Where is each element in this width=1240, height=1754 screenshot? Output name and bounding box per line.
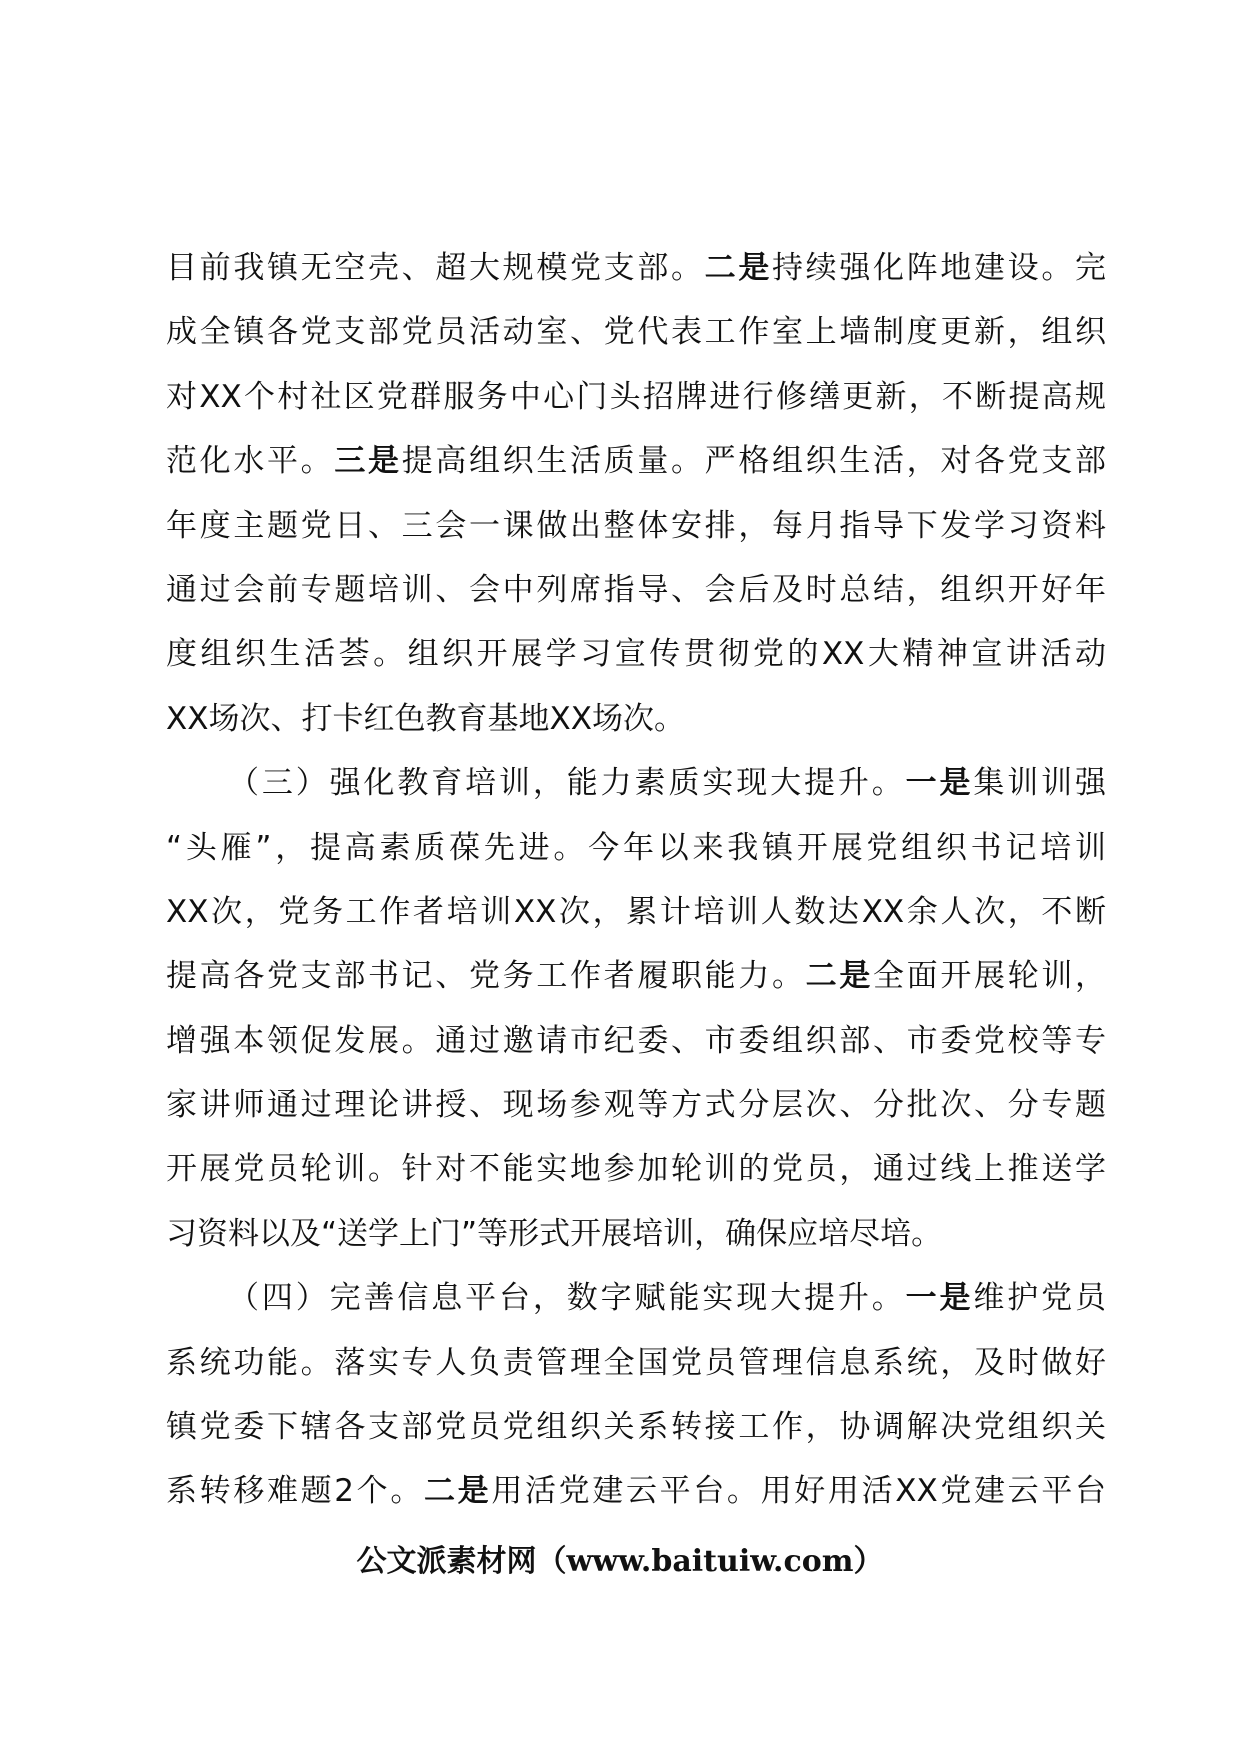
keyword-marker: 二是 xyxy=(424,1473,492,1510)
text-line xyxy=(166,365,1106,429)
text-segment: 持续强化阵地建设。完 xyxy=(772,250,1107,286)
text-segment: 镇党委下辖各支部党员党组织关系转接工作，协调解决党组织关 xyxy=(166,1409,1106,1446)
text-segment: 通过会前专题培训、会中列席指导、会后及时总结，组织开好年 xyxy=(166,571,1106,608)
keyword-marker: 一是 xyxy=(905,765,974,802)
text-segment: 成全镇各党支部党员活动室、党代表工作室上墙制度更新，组织 xyxy=(166,314,1106,351)
text-line xyxy=(166,880,1106,944)
text-segment: 维护党员 xyxy=(973,1280,1107,1317)
keyword-marker: 二是 xyxy=(704,250,773,286)
text-segment: XX次，党务工作者培训XX次，累计培训人数达XX余人次，不断 xyxy=(166,893,1106,930)
text-segment: 范化水平。 xyxy=(166,443,335,480)
text-line xyxy=(166,687,1106,751)
keyword-marker: 三是 xyxy=(334,443,402,480)
text-segment: （三）强化教育培训，能力素质实现大提升。 xyxy=(228,765,906,802)
text-segment: 习资料以及“送学上门”等形式开展培训，确保应培尽培。 xyxy=(166,1215,943,1252)
text-line xyxy=(166,429,1106,493)
text-line xyxy=(166,1137,1106,1201)
text-line xyxy=(166,1266,1106,1330)
text-segment: XX场次、打卡红色教育基地XX场次。 xyxy=(166,700,685,737)
text-segment: 系转移难题2个。 xyxy=(166,1473,424,1510)
text-segment: 开展党员轮训。针对不能实地参加轮训的党员，通过线上推送学 xyxy=(166,1151,1106,1188)
text-segment: 增强本领促发展。通过邀请市纪委、市委组织部、市委党校等专 xyxy=(166,1022,1106,1059)
text-segment: 全面开展轮训， xyxy=(873,958,1107,995)
text-line xyxy=(166,944,1106,1008)
text-segment: 年度主题党日、三会一课做出整体安排，每月指导下发学习资料 xyxy=(166,507,1106,544)
text-line xyxy=(166,1395,1106,1459)
text-segment: 目前我镇无空壳、超大规模党支部。 xyxy=(166,250,705,286)
text-line xyxy=(166,300,1106,364)
text-segment: 提高组织生活质量。严格组织生活，对各党支部 xyxy=(401,443,1107,480)
text-line xyxy=(166,494,1106,558)
text-line xyxy=(166,558,1106,622)
text-line xyxy=(166,622,1106,686)
text-segment: “头雁”，提高素质葆先进。今年以来我镇开展党组织书记培训 xyxy=(166,829,1106,866)
text-line xyxy=(166,751,1106,815)
keyword-marker: 一是 xyxy=(905,1280,974,1317)
text-line xyxy=(166,1202,1106,1266)
keyword-marker: 二是 xyxy=(805,958,874,995)
text-segment: 对XX个村社区党群服务中心门头招牌进行修缮更新，不断提高规 xyxy=(166,378,1106,415)
document-body xyxy=(166,236,1106,1524)
text-line xyxy=(166,1331,1106,1395)
text-segment: 家讲师通过理论讲授、现场参观等方式分层次、分批次、分专题 xyxy=(166,1087,1106,1124)
text-segment: 提高各党支部书记、党务工作者履职能力。 xyxy=(166,958,806,995)
text-line xyxy=(166,1009,1106,1073)
text-segment: 集训训强 xyxy=(973,765,1107,802)
text-segment: 度组织生活荟。组织开展学习宣传贯彻党的XX大精神宣讲活动 xyxy=(166,636,1106,673)
text-segment: （四）完善信息平台，数字赋能实现大提升。 xyxy=(228,1280,906,1317)
text-line xyxy=(166,816,1106,880)
text-line xyxy=(166,236,1106,300)
text-segment: 用活党建云平台。用好用活XX党建云平台 xyxy=(491,1473,1106,1510)
footer-watermark: 公文派素材网（www.baituiw.com） xyxy=(356,1544,884,1579)
text-line xyxy=(166,1459,1106,1523)
text-line xyxy=(166,1073,1106,1137)
text-segment: 系统功能。落实专人负责管理全国党员管理信息系统，及时做好 xyxy=(166,1344,1106,1381)
